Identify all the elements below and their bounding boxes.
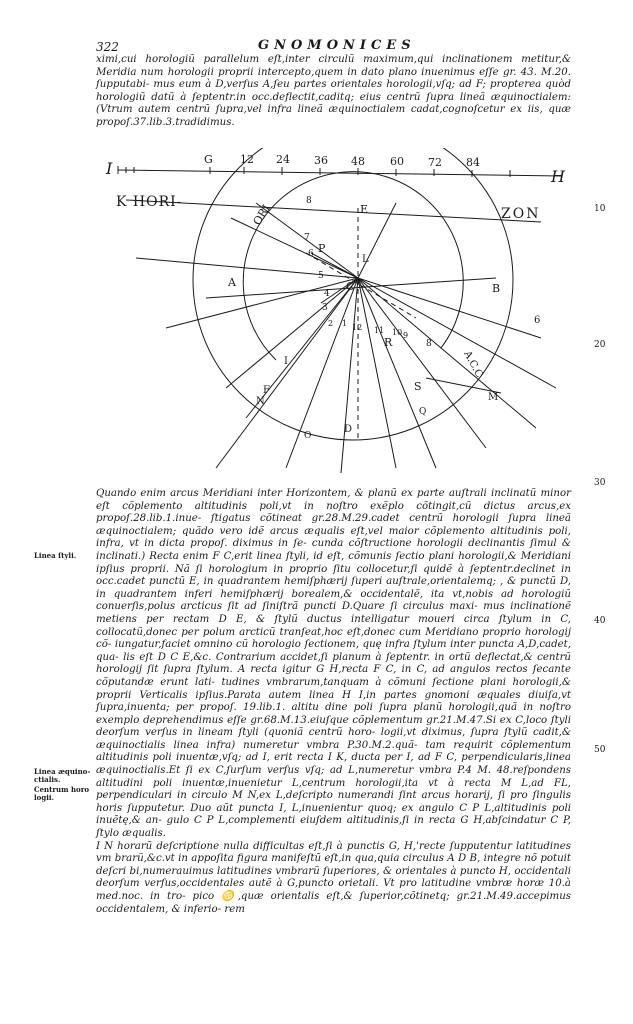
paragraph-style-line: Quando enim arcus Meridiani inter Horizontem, & planũ ex parte auſtrali inclinatũ minor eſt cõplemento altitudinis poli,vt in noſtro exẽplo cõtingit,cũ dictus arcus,ex propoſ.28.lib.1.inue- ſtigatus cõtineat gr.28.M.29.cadet centrũ horologii ſupra lineã æquinoctialem; quãdo vero idẽ arcus æqualis eſt,vel maior cõplemento altitudinis poli, infra, vt in dicta propoſ. diximus in ſe- cunda cõſtructione horologii declinantis ſimul & inclinati.) Recta enim F C,erit linea ſtyli, id eſt, cõmunis ſectio plani horologii,& Meridiani ipſius proprii. Nã ſi horologium in proprio ſitu collocetur,ſi quidẽ à ſeptentr.declinet in occ.cadet punctũ E, in quadrantem hemiſphærij ſuperi auſtrale,orientalemq; , & punctũ D, in quadrantem inferi hemiſphærij borealem,& occidentalẽ, ita vt,nobis ad horologiũ conuerſis,polus arcticus ſit ad ſiniſtrã puncti D.Quare ſi circulus maxi- mus inclinationẽ metiens per rectam D E, & ſtylũ ductus intelligatur moueri circa ſtylum in C, collocatũ,donec per polum arcticũ tranſeat,hoc eſt,donec cum Meridiano proprio horologij cõ- iungatur,faciet omnino cũ horologio ſectionem, quę infra ſtylum inter puncta A,D,cadet, qua- lis eſt D C E,&c. Contrarium accidet,ſi planum à ſeptentr. in ortũ deflectat,& centrũ horologij ſit ſupra ſtylum. A recta igitur G H,recta F C, in C, ad angulos rectos ſecante cõputandæ erunt lati- tudines vmbrarum,tanquam à cõmuni ſectione plani horologii,& proprii Verticalis ipſius.Parata autem linea H I,in partes gnomoni æquales diuiſa,vt ſupra,inuenta; per propoſ. 19.lib.1. altitu dine poli ſupra planũ horologii,quã in noſtro exemplo deprehendimus eſſe gr.68.M.13.eiuſque cõplementum gr.21.M.47.Si ex C,loco ſtyli deorſum verſus in lineam ſtyli (quoniã centrũ horo- logii,vt diximus, ſupra ſtylũ cadit,& æquinoctialis linea infra) numeretur vmbra P.30.M.2.quã- tam requirit cõplementum altitudinis poli inuentæ,vſq; ad I, erit recta I K, ducta per I, ad F C, perpendicularis,linea æquinoctialis.Et ſi ex C,ſurſum verſus vſq; ad L,numeretur vmbra P.4 M. 48.reſpondens altitudini poli inuentæ,inuenietur L,centrum horologii,ita vt à recta M L,ad FL, perpendiculari in circulo M N,ex L,deſcripto numerandi ſint arcus horarij, ſi pro ſingulis horis ſupputetur. Duo aũt puncta I, L,inuenientur quoq; ex angulo C P L,altitudinis poli inuẽtę,& an- gulo C P L,complementi eiuſdem altitudinis,ſi in recta G H,abſcindatur C P, ſtylo æqualis. [96, 488, 571, 840]
hour-label-10: 10 [392, 328, 403, 337]
page-number: 322 [96, 40, 119, 54]
margin-note-linea-styli: Linea ſtyli. [34, 551, 77, 560]
point-label-l: L [362, 254, 369, 265]
paragraph-hour-description: I N horarũ deſcriptione nulla difficultas eſt,ſi à punctis G, H,'recte ſupputentur latitudines vm brarũ,&c.vt in appoſita figura manifeſtũ eſt,in qua,quia circulus A D B, integre nõ potuit deſcri bi,numerauimus latitudines vmbrarũ ſuperiores, & orientales à puncto H, occidentali deorſum verſus,occidentales autẽ à G,puncto orietali. Vt pro latitudine vmbræ horæ 10.à med.noc. in tro- pico ♋,quæ orientalis eſt,& ſuperior,cõtinetq; gr.21.M.49.accepimus occidentalem, & inferio- rem [96, 840, 571, 915]
line-number: 20 [594, 340, 606, 350]
sundial-diagram [96, 148, 571, 478]
scale-label-left: I [106, 159, 113, 178]
scale-tick-g: G [204, 153, 213, 166]
point-label-b: B [492, 282, 501, 295]
point-label-e: E [360, 203, 369, 216]
margin-note-linea-aequinoctialis: Linea æquino- ctialis. [34, 767, 91, 784]
scale-tick-48: 48 [351, 155, 365, 168]
margin-note-centrum-horologii: Centrum horo logii. [34, 785, 90, 802]
hour-label-4: 4 [324, 289, 330, 299]
point-label-r: R [384, 336, 393, 349]
line-number: 50 [594, 745, 606, 755]
point-label-m: M [488, 392, 499, 403]
point-label-c: C [346, 280, 355, 293]
hour-label-1: 1 [342, 319, 348, 328]
hour-label-8: 8 [306, 196, 312, 206]
inclination-circle [193, 148, 513, 440]
scale-tick-12: 12 [240, 153, 254, 166]
hour-label-7: 7 [304, 233, 310, 243]
line-number: 10 [594, 204, 606, 214]
acc-slanted-label: A.C.C [461, 349, 485, 380]
point-label-a: A [228, 276, 236, 289]
running-head: GNOMONICES [258, 38, 416, 53]
intro-paragraph [96, 54, 571, 130]
hour-label-5: 5 [318, 271, 324, 281]
point-label-s: S [414, 380, 422, 393]
point-label-q: Q [419, 407, 427, 417]
intro-text: ximi,cui horologiũ parallelum eſt,inter circulũ maximum,qui inclinationem metitur,& Meridia num horologii proprii intercepto,quem in dato plano inuenimus eſſe gr. 43. M.20. ſupputabi- mus eum à D,verſus A,ſeu partes orientales horologii,vſq; ad F; propterea quòd horologiũ datũ à ſeptentr.in occ.deflectit,caditq; eius centrũ ſupra lineã æquinoctialem: (Vtrum autem centrũ ſupra,vel infra lineã æquinoctialem cadat,cognoſcetur ex iis, quæ propoſ.37.lib.3.tradidimus. [96, 54, 571, 128]
main-text [96, 488, 571, 916]
point-label-p: P [318, 242, 326, 255]
hour-label-8-right: 8 [426, 339, 432, 349]
horizon-label-left: K HORI- [116, 194, 183, 210]
hour-label-12: 12 [352, 323, 363, 332]
hour-label-6: 6 [308, 249, 314, 259]
hour-label-9: 9 [403, 331, 409, 340]
line-number: 40 [594, 616, 606, 626]
scale-tick-60: 60 [390, 155, 404, 168]
point-label-n: N [256, 396, 265, 407]
hour-label-11: 11 [374, 326, 385, 335]
point-label-d: D [344, 424, 353, 435]
orizon-slanted-label: ORI [250, 202, 274, 228]
point-label-o: O [304, 431, 312, 441]
horizon-label-right: ZON [501, 206, 541, 222]
scale-tick-84: 84 [466, 156, 480, 169]
scale-tick-36: 36 [314, 154, 328, 167]
scale-tick-72: 72 [428, 156, 442, 169]
scale-tick-24: 24 [276, 153, 290, 166]
horizon-line [126, 200, 541, 222]
hour-label-3: 3 [322, 303, 328, 313]
hour-label-2: 2 [328, 319, 334, 328]
hour-label-6-right: 6 [534, 315, 541, 326]
point-label-f: F [263, 385, 270, 396]
point-label-i: I [284, 356, 288, 367]
line-number: 30 [594, 478, 606, 488]
scale-label-right: H [551, 167, 565, 186]
